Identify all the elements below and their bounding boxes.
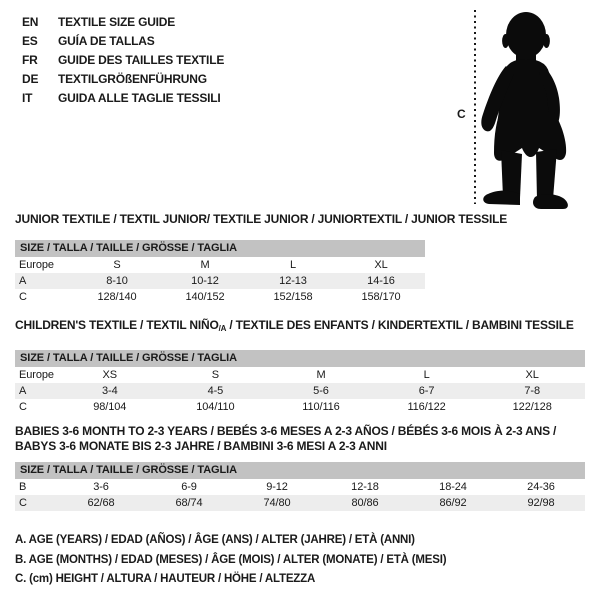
language-title: TEXTILGRÖßENFÜHRUNG (58, 72, 207, 86)
size-cell: S (113, 259, 121, 271)
language-row-en (22, 13, 224, 32)
language-title: GUIDA ALLE TAGLIE TESSILI (58, 91, 221, 105)
row-label: C (19, 401, 27, 413)
size-cell: M (316, 369, 326, 381)
row-label: C (19, 497, 27, 509)
language-code: DE (22, 72, 39, 86)
row-label: Europe (19, 259, 54, 271)
age-cell: 7-8 (524, 385, 540, 397)
size-cell: S (211, 369, 220, 381)
table-row-height (15, 399, 585, 415)
age-cell: 10-12 (191, 275, 219, 287)
height-cell: 62/68 (87, 497, 115, 509)
age-cell: 6-9 (181, 481, 197, 493)
height-cell: 140/152 (185, 291, 225, 303)
size-cell: M (200, 259, 210, 271)
table-row-age (15, 383, 585, 399)
title-part: / TEXTILE DES ENFANTS / KINDERTEXTIL / BAMBINI TESSILE (226, 318, 574, 332)
junior-table-title: JUNIOR TEXTILE / TEXTIL JUNIOR/ TEXTILE JUNIOR / JUNIORTEXTIL / JUNIOR TESSILE (15, 212, 508, 226)
size-cell: L (289, 259, 297, 271)
toddler-silhouette-icon (479, 2, 599, 222)
table-row-age (15, 273, 425, 289)
height-cell: 74/80 (263, 497, 291, 509)
table-row-europe (15, 257, 425, 273)
table-row-height (15, 495, 585, 511)
height-cell: 98/104 (93, 401, 127, 413)
babies-title-line1: BABIES 3-6 MONTH TO 2-3 YEARS / BEBÉS 3-6 MESES A 2-3 AÑOS / BÉBÉS 3-6 MOIS À 2-3 ANS / (15, 424, 557, 438)
childrens-size-header: SIZE / TALLA / TAILLE / GRÖSSE / TAGLIA (15, 350, 585, 367)
row-label: A (19, 275, 27, 287)
note-age-years: A. AGE (YEARS) / EDAD (AÑOS) / ÂGE (ANS) / ALTER (JAHRE) / ETÀ (ANNI) (15, 534, 415, 546)
language-title-list (22, 13, 224, 108)
height-cell: 86/92 (439, 497, 467, 509)
age-cell: 24-36 (527, 481, 555, 493)
height-cell: 116/122 (407, 401, 446, 413)
title-subscript: /A (218, 324, 227, 333)
height-cell: 68/74 (175, 497, 203, 509)
size-cell: XL (374, 259, 388, 271)
language-row-de (22, 70, 224, 89)
height-cell: 152/158 (273, 291, 313, 303)
table-row-europe (15, 367, 585, 383)
legend-notes (15, 531, 446, 590)
language-code: IT (22, 91, 33, 105)
height-measure-dotted-line (474, 10, 476, 204)
height-cell: 92/98 (527, 497, 555, 509)
language-code: FR (22, 53, 38, 67)
height-cell: 110/116 (302, 401, 340, 413)
age-cell: 5-6 (313, 385, 329, 397)
row-label: C (19, 291, 27, 303)
table-row-age-months (15, 479, 585, 495)
age-cell: 6-7 (418, 385, 435, 397)
language-row-it (22, 89, 224, 108)
language-title: TEXTILE SIZE GUIDE (58, 15, 176, 29)
age-cell: 14-16 (367, 275, 395, 287)
row-label: Europe (19, 369, 54, 381)
babies-title-line2: BABYS 3-6 MONATE BIS 2-3 JAHRE / BAMBINI 3-6 MESI A 2-3 ANNI (15, 439, 387, 453)
height-cell: 128/140 (97, 291, 137, 303)
language-title: GUÍA DE TALLAS (58, 34, 155, 48)
language-title: GUIDE DES TAILLES TEXTILE (58, 53, 225, 67)
age-cell: 12-18 (351, 481, 379, 493)
age-cell: 8-10 (106, 275, 128, 287)
height-cell: 104/110 (196, 401, 235, 413)
language-row-fr (22, 51, 224, 70)
childrens-table-title (15, 318, 585, 336)
age-cell: 9-12 (266, 481, 288, 493)
junior-size-header: SIZE / TALLA / TAILLE / GRÖSSE / TAGLIA (15, 240, 425, 257)
junior-size-table (15, 257, 425, 305)
height-cell: 122/128 (512, 401, 552, 413)
childrens-size-table (15, 367, 585, 415)
row-label: B (19, 481, 27, 493)
note-age-months: B. AGE (MONTHS) / EDAD (MESES) / ÂGE (MOIS) / ALTER (MONATE) / ETÀ (MESI) (15, 553, 447, 566)
note-height: C. (cm) HEIGHT / ALTURA / HAUTEUR / HÖHE / ALTEZZA (15, 573, 316, 585)
age-cell: 4-5 (207, 385, 224, 397)
childrens-textile-section (15, 318, 585, 415)
language-row-es (22, 32, 224, 51)
babies-table-title (15, 424, 585, 454)
age-cell: 18-24 (439, 481, 467, 493)
size-cell: XL (525, 369, 539, 381)
title-part: CHILDREN'S TEXTILE / TEXTIL NIÑO (15, 318, 219, 332)
height-cell: 80/86 (351, 497, 379, 509)
size-cell: L (423, 369, 430, 381)
age-cell: 3-4 (101, 385, 118, 397)
language-code: ES (22, 34, 38, 48)
language-code: EN (22, 15, 39, 29)
junior-textile-section (15, 212, 508, 305)
age-cell: 12-13 (279, 275, 307, 287)
babies-size-table (15, 479, 585, 511)
row-label: A (19, 385, 27, 397)
height-cell: 158/170 (361, 291, 401, 303)
age-cell: 3-6 (93, 481, 109, 493)
babies-size-header: SIZE / TALLA / TAILLE / GRÖSSE / TAGLIA (15, 462, 585, 479)
babies-textile-section (15, 424, 585, 511)
size-cell: XS (102, 369, 118, 381)
table-row-height (15, 289, 425, 305)
height-measure-label: C (457, 107, 466, 121)
